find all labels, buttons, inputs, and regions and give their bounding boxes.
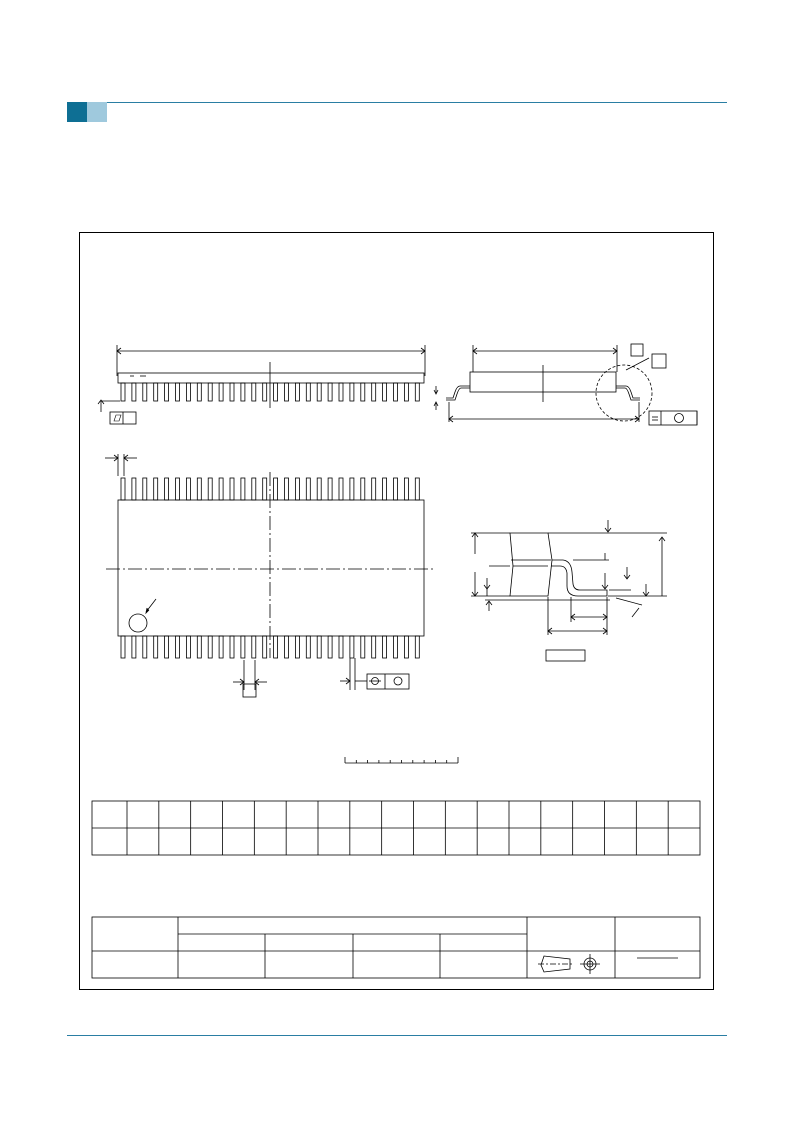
top-pin-lower	[372, 636, 376, 658]
top-pin-lower	[219, 636, 223, 658]
top-pin-upper	[372, 478, 376, 500]
top-pin-lower	[252, 636, 256, 658]
side-pin	[317, 383, 321, 401]
top-pin-lower	[328, 636, 332, 658]
top-pin-lower	[197, 636, 201, 658]
side-pin	[350, 383, 354, 401]
side-pin	[274, 383, 278, 401]
top-pin-upper	[263, 478, 267, 500]
scale-bar-ticks	[356, 760, 446, 763]
top-pin-lower	[154, 636, 158, 658]
top-pin-lower	[317, 636, 321, 658]
side-pin	[132, 383, 136, 401]
top-pin-lower	[295, 636, 299, 658]
top-pin-upper	[274, 478, 278, 500]
top-pin-upper	[176, 478, 180, 500]
top-pin-upper	[143, 478, 147, 500]
top-pin-upper	[208, 478, 212, 500]
side-pin	[339, 383, 343, 401]
side-pin	[361, 383, 365, 401]
side-pin	[295, 383, 299, 401]
top-pin-upper	[186, 478, 190, 500]
top-pin-lower	[132, 636, 136, 658]
top-pin-lower	[404, 636, 408, 658]
top-pin-upper	[165, 478, 169, 500]
top-pin-upper	[317, 478, 321, 500]
top-pin-lower	[306, 636, 310, 658]
top-pin-lower	[186, 636, 190, 658]
side-pin	[404, 383, 408, 401]
top-pin-lower	[165, 636, 169, 658]
top-pin-lower	[241, 636, 245, 658]
top-pin-upper	[154, 478, 158, 500]
top-pin-lower	[176, 636, 180, 658]
top-pin-upper	[328, 478, 332, 500]
top-pin-upper	[197, 478, 201, 500]
top-view	[105, 454, 434, 697]
top-pin-upper	[415, 478, 419, 500]
side-pin	[394, 383, 398, 401]
top-pin-upper	[350, 478, 354, 500]
top-pin-upper	[121, 478, 125, 500]
footer-rule	[67, 1035, 727, 1036]
side-pin	[383, 383, 387, 401]
top-pin-upper	[383, 478, 387, 500]
top-pin-upper	[394, 478, 398, 500]
top-pin-upper	[404, 478, 408, 500]
top-pin-upper	[306, 478, 310, 500]
outline-version-table	[92, 917, 700, 978]
dimension-table	[92, 801, 700, 855]
top-pin-upper	[252, 478, 256, 500]
top-pin-lower	[263, 636, 267, 658]
side-pin	[186, 383, 190, 401]
top-pin-lower	[361, 636, 365, 658]
side-pin	[165, 383, 169, 401]
side-pin	[219, 383, 223, 401]
top-pin-upper	[230, 478, 234, 500]
side-pin	[252, 383, 256, 401]
top-pin-upper	[241, 478, 245, 500]
end-view	[434, 344, 697, 425]
projection-symbol-icon	[538, 954, 600, 974]
top-pin-lower	[143, 636, 147, 658]
top-pin-upper	[132, 478, 136, 500]
side-pin	[208, 383, 212, 401]
top-pin-upper	[285, 478, 289, 500]
side-pin	[415, 383, 419, 401]
top-pin-upper	[295, 478, 299, 500]
side-pin	[328, 383, 332, 401]
side-pin	[121, 383, 125, 401]
top-pin-lower	[230, 636, 234, 658]
top-pin-upper	[339, 478, 343, 500]
detail-view	[471, 520, 667, 661]
side-pin	[197, 383, 201, 401]
top-pin-lower	[394, 636, 398, 658]
side-pin	[143, 383, 147, 401]
top-pin-upper	[219, 478, 223, 500]
top-pin-lower	[350, 636, 354, 658]
side-pin	[306, 383, 310, 401]
top-pin-lower	[339, 636, 343, 658]
top-pin-lower	[285, 636, 289, 658]
top-pin-lower	[415, 636, 419, 658]
side-pin	[241, 383, 245, 401]
side-pin	[176, 383, 180, 401]
top-pin-lower	[383, 636, 387, 658]
side-pin	[154, 383, 158, 401]
top-pin-lower	[208, 636, 212, 658]
top-pin-lower	[121, 636, 125, 658]
side-pin	[372, 383, 376, 401]
top-pin-lower	[274, 636, 278, 658]
side-pin	[263, 383, 267, 401]
side-pin	[230, 383, 234, 401]
side-pin	[285, 383, 289, 401]
top-pin-upper	[361, 478, 365, 500]
